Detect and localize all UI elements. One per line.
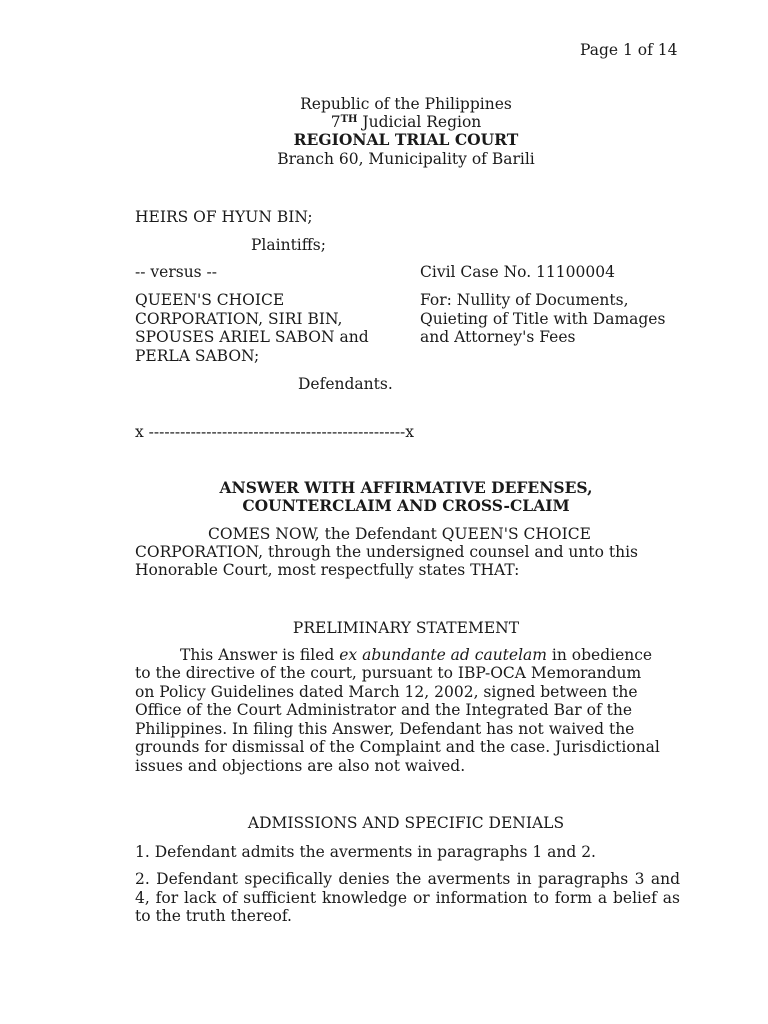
- header-branch: Branch 60, Municipality of Barili: [277, 150, 535, 168]
- preliminary-line: Office of the Court Administrator and the Integrated Bar of the: [135, 701, 633, 719]
- preliminary-line: to the directive of the court, pursuant to IBP-OCA Memorandum: [135, 664, 642, 682]
- admission-item-1: 1. Defendant admits the averments in paragraphs 1 and 2.: [135, 843, 596, 861]
- plaintiffs-name: HEIRS OF HYUN BIN;: [135, 208, 313, 226]
- case-nature-line: and Attorney's Fees: [420, 328, 576, 346]
- preliminary-body: [135, 664, 660, 775]
- document-title-line1: ANSWER WITH AFFIRMATIVE DEFENSES,: [219, 478, 593, 497]
- defendants-line: PERLA SABON;: [135, 346, 260, 365]
- case-nature: [420, 291, 665, 347]
- document-title-line2: COUNTERCLAIM AND CROSS-CLAIM: [242, 496, 570, 515]
- intro-line: CORPORATION, through the undersigned counsel and unto this: [135, 543, 639, 561]
- defendants-line: QUEEN'S CHOICE: [135, 291, 285, 309]
- defendants-line: CORPORATION, SIRI BIN,: [135, 309, 343, 328]
- preliminary-line: issues and objections are also not waived.: [135, 756, 466, 775]
- defendants-label: Defendants.: [298, 375, 393, 393]
- defendants-line: SPOUSES ARIEL SABON and: [135, 328, 369, 346]
- caption-separator: x -------------------------------------------------x: [135, 423, 415, 441]
- intro-line: Honorable Court, most respectfully states THAT:: [135, 561, 520, 579]
- defendants-names: [135, 291, 369, 365]
- preliminary-line: on Policy Guidelines dated March 12, 2002, signed between the: [135, 682, 638, 701]
- page-number: Page 1 of 14: [580, 41, 678, 59]
- intro-line: COMES NOW, the Defendant QUEEN'S CHOICE: [208, 525, 591, 543]
- versus-label: -- versus --: [135, 263, 218, 281]
- preliminary-heading: PRELIMINARY STATEMENT: [292, 619, 520, 637]
- plaintiffs-label: Plaintiffs;: [251, 236, 326, 254]
- admission-item-2: 2. Defendant specifically denies the averments in paragraphs 3 and 4, for lack of sufficient knowledge or information to form a belief as to the truth thereof.: [135, 870, 680, 925]
- preliminary-line: Philippines. In filing this Answer, Defendant has not waived the: [135, 719, 635, 738]
- case-number: Civil Case No. 11100004: [420, 263, 615, 281]
- header-republic: Republic of the Philippines: [300, 95, 512, 113]
- preliminary-line: grounds for dismissal of the Complaint and the case. Jurisdictional: [135, 738, 660, 756]
- header-court: REGIONAL TRIAL COURT: [293, 130, 519, 149]
- case-nature-line: For: Nullity of Documents,: [420, 291, 629, 309]
- admissions-heading: ADMISSIONS AND SPECIFIC DENIALS: [247, 814, 565, 832]
- header-judicial-region: 7TH Judicial Region: [330, 113, 482, 131]
- case-nature-line: Quieting of Title with Damages: [420, 309, 666, 328]
- preliminary-first-line: This Answer is filed ex abundante ad cautelam in obedience: [180, 646, 653, 664]
